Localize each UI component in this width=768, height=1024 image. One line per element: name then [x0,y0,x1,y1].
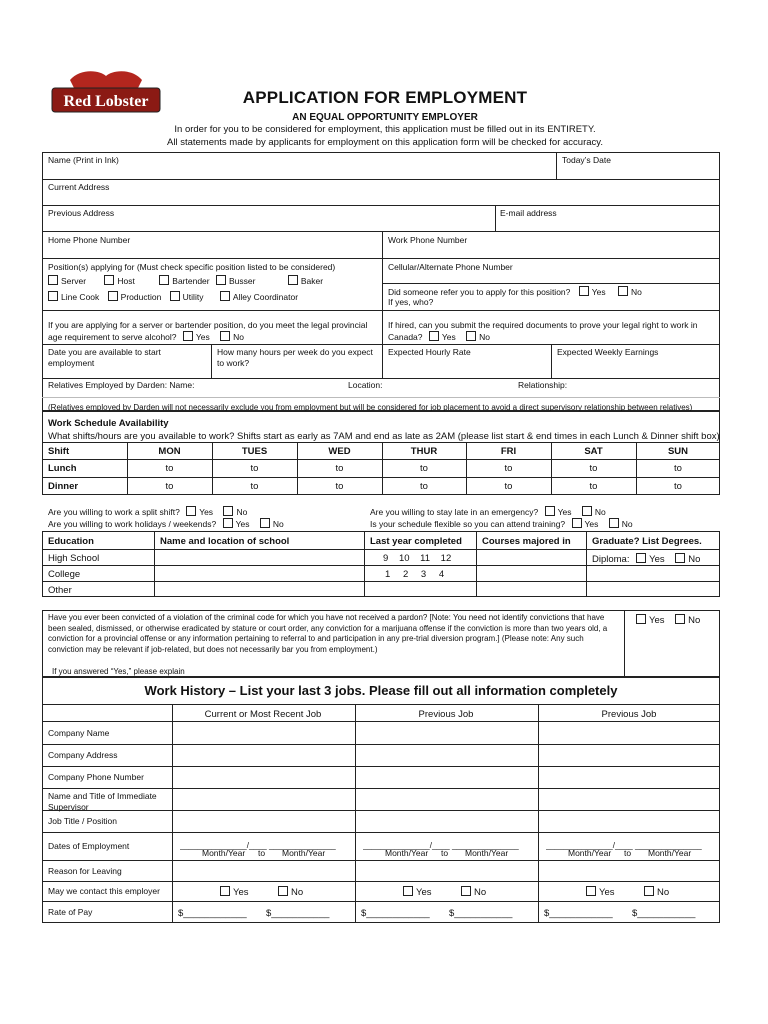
work-history-title: Work History – List your last 3 jobs. Please fill out all information completely [144,683,618,698]
alley-coordinator-checkbox[interactable] [220,291,230,301]
rate-of-pay-to[interactable]: $___________ [632,908,696,919]
rate-of-pay-to[interactable]: $___________ [449,908,513,919]
rate-of-pay-to[interactable]: $___________ [266,908,330,919]
emergency-yes-checkbox[interactable] [545,506,555,516]
hours-field[interactable]: How many hours per week do you expect to work? [217,347,373,368]
work-history-row-line [42,766,720,767]
contact-no-checkbox[interactable] [461,886,471,896]
lunch-fri-cell[interactable]: to [504,463,513,474]
work-history-cell[interactable] [357,746,535,764]
conviction-answer: Yes No [636,614,700,626]
day-header-sat: SAT [584,446,603,457]
relatives-note: (Relatives employed by Darden will not necessarily exclude you from employment but will be considered for job placement to avoid a direct supervisory relationship between relatives) [48,403,693,412]
current-address-field[interactable]: Current Address [48,182,110,192]
work-phone-field[interactable]: Work Phone Number [388,235,468,245]
lunch-thur-cell[interactable]: to [420,463,428,474]
documents-yes-checkbox[interactable] [429,331,439,341]
alcohol-question: If you are applying for a server or bartender position, do you meet the legal provincial age requirement to serve alcohol? Yes No [48,320,368,342]
work-history-cell[interactable] [540,723,718,742]
position-row-1: Server Host Bartender Busser Baker [48,275,323,287]
split-no-checkbox[interactable] [223,506,233,516]
work-history-row-line [42,744,720,745]
dinner-thur-cell[interactable]: to [420,481,428,492]
home-phone-field[interactable]: Home Phone Number [48,235,131,245]
day-header-thur: THUR [410,446,438,457]
date-line[interactable]: _______________/____ _______________ [180,841,336,850]
rate-of-pay-from[interactable]: $____________ [361,908,430,919]
flexible-no-checkbox[interactable] [609,518,619,528]
work-history-cell[interactable] [174,790,352,808]
work-history-row-line [42,788,720,789]
form-note-2: All statements made by applicants for employment on this application form will be checked for accuracy. [167,137,603,148]
row-label: Job Title / Position [48,816,117,826]
row-label: Dates of Employment [48,841,130,851]
work-history-cell[interactable] [357,723,535,742]
rate-of-pay-from[interactable]: $____________ [544,908,613,919]
work-history-cell[interactable] [540,746,718,764]
month-year-to: Month/Year [282,848,326,858]
diploma-no-checkbox[interactable] [675,553,685,563]
contact-yes-checkbox[interactable] [403,886,413,896]
work-history-row-line [42,901,720,902]
schedule-description: What shifts/hours are you available to work? Shifts start as early as 7AM and end as late as 2AM (please list start & end times in each Lunch & Dinner shift box) [48,431,720,442]
date-line[interactable]: _______________/____ _______________ [363,841,519,850]
lunch-sun-cell[interactable]: to [674,463,682,474]
contact-yes-checkbox[interactable] [586,886,596,896]
baker-checkbox[interactable] [288,275,298,285]
conviction-question: Have you ever been convicted of a violation of the criminal code for which you have not received a pardon? [Note: You need not identify convictions that have been sealed, dismissed, or otherwise eradicated by stature or court order, any conviction for a marijuana offense if the conviction is more than two years old, a conviction for a provincial offense or any information pertaining to referral to and participation in any pre-trial diversion program.] (Please note: Any such conviction may be relevant if job-related, but does not necessarily bar you from employment.) [48,613,608,654]
referral-yes-checkbox[interactable] [579,286,589,296]
dinner-tues-cell[interactable]: to [250,481,259,492]
college-years[interactable]: 1 2 3 4 [385,569,445,580]
work-history-divider [538,704,539,923]
day-header-sun: SUN [667,446,689,457]
work-history-row-line [42,881,720,882]
work-history-cell[interactable] [540,812,718,830]
day-header-mon: MON [158,446,181,457]
todays-date-field[interactable]: Today’s Date [562,155,611,165]
last-year-header: Last year completed [370,536,462,547]
work-history-cell[interactable] [540,790,718,808]
holidays-question: Are you willing to work holidays / weekends? Yes No [48,519,284,529]
flexible-question: Is your schedule flexible so you can attend training? Yes No [370,519,633,529]
courses-header: Courses majored in [482,536,571,547]
contact-no-option: No [461,886,486,898]
work-history-cell[interactable] [174,723,352,742]
work-history-divider [172,704,173,923]
relatives-name-field[interactable]: Relatives Employed by Darden: Name: [48,380,195,390]
row-label: Reason for Leaving [48,865,122,876]
col-previous-job-2: Previous Job [601,709,657,720]
server-checkbox[interactable] [48,275,58,285]
production-checkbox[interactable] [108,291,118,301]
work-history-cell[interactable] [357,862,535,879]
month-year-from: Month/Year [202,848,246,858]
emergency-question: Are you willing to stay late in an emergency? Yes No [370,507,606,517]
date-to: to [441,848,449,858]
day-header-tues: TUES [241,446,268,457]
form-header [140,88,630,149]
previous-address-field[interactable]: Previous Address [48,208,115,218]
shift-header: Shift [48,446,70,457]
date-to: to [624,848,632,858]
weekly-earnings-field[interactable]: Expected Weekly Earnings [557,347,659,357]
rate-of-pay-from[interactable]: $____________ [178,908,247,919]
diploma-yes-checkbox[interactable] [636,553,646,563]
cell-phone-field[interactable]: Cellular/Alternate Phone Number [388,262,513,272]
flexible-yes-checkbox[interactable] [572,518,582,528]
lunch-sat-cell[interactable]: to [589,463,598,474]
contact-no-checkbox[interactable] [644,886,654,896]
contact-yes-checkbox[interactable] [220,886,230,896]
hourly-rate-field[interactable]: Expected Hourly Rate [388,347,471,357]
line-cook-checkbox[interactable] [48,291,58,301]
high-school-label: High School [48,553,100,564]
start-date-field[interactable]: Date you are available to start employment [48,347,161,368]
contact-yes-option: Yes [403,886,432,898]
day-header-fri: FRI [500,446,517,457]
form-note-1: In order for you to be considered for employment, this application must be filled out in its ENTIRETY. [174,124,596,135]
hs-years[interactable]: 9 10 11 12 [383,553,452,564]
schedule-title: Work Schedule Availability [48,418,169,429]
lunch-tues-cell[interactable]: to [250,463,259,474]
col-current-job: Current or Most Recent Job [204,709,322,720]
row-label: Company Phone Number [48,772,144,782]
form-title: APPLICATION FOR EMPLOYMENT [242,88,528,107]
contact-no-option: No [644,886,669,898]
row-label: Company Address [48,750,118,760]
dinner-mon-cell[interactable]: to [165,481,174,492]
split-yes-checkbox[interactable] [186,506,196,516]
host-checkbox[interactable] [104,275,114,285]
work-history-cell[interactable] [357,768,535,786]
form-subtitle: AN EQUAL OPPORTUNITY EMPLOYER [292,112,478,123]
graduate-header: Graduate? List Degrees. [592,536,702,547]
logo-text: Red Lobster [63,93,149,110]
college-label: College [48,569,81,580]
documents-question: If hired, can you submit the required documents to prove your legal right to work in Canada? Yes No [388,320,698,342]
dinner-sun-cell[interactable]: to [674,481,682,492]
diploma-question: Diploma: Yes No [592,554,701,565]
col-previous-job-1: Previous Job [418,709,474,720]
split-shift-question: Are you willing to work a split shift? Yes No [48,507,248,517]
dinner-wed-cell[interactable]: to [335,481,344,492]
lunch-mon-cell[interactable]: to [165,463,174,474]
referral-question: Did someone refer you to apply for this position? Yes No [388,287,642,297]
work-history-cell[interactable] [357,790,535,808]
day-header-wed: WED [328,446,351,457]
email-field[interactable]: E-mail address [500,208,557,218]
work-history-cell[interactable] [174,862,352,879]
work-history-cell[interactable] [174,746,352,764]
emergency-no-checkbox[interactable] [582,506,592,516]
position-row-2: Line Cook Production Utility Alley Coordinator [48,291,298,303]
row-label: Rate of Pay [48,907,93,917]
contact-no-option: No [278,886,303,898]
dinner-sat-cell[interactable]: to [589,481,598,492]
dinner-label: Dinner [48,481,79,492]
school-header: Name and location of school [160,536,290,547]
conviction-no-checkbox[interactable] [675,614,685,624]
lunch-wed-cell[interactable]: to [335,463,344,474]
referral-no-checkbox[interactable] [618,286,628,296]
work-history-cell[interactable] [174,768,352,786]
row-label: May we contact this employer [48,886,160,896]
work-history-divider [355,704,356,923]
work-history-cell[interactable] [540,768,718,786]
alcohol-no-checkbox[interactable] [220,331,230,341]
row-label: Name and Title of Immediate Supervisor [48,791,157,812]
alcohol-yes-checkbox[interactable] [183,331,193,341]
date-to: to [258,848,266,858]
other-label: Other [48,585,72,596]
relatives-relationship-field[interactable]: Relationship: [518,380,568,390]
conviction-explain-field[interactable]: If you answered “Yes,” please explain [52,667,185,676]
utility-checkbox[interactable] [170,291,180,301]
name-field[interactable]: Name (Print in Ink) [48,155,119,165]
conviction-yes-checkbox[interactable] [636,614,646,624]
positions-label: Position(s) applying for (Must check specific position listed to be considered) [48,262,336,272]
contact-no-checkbox[interactable] [278,886,288,896]
work-history-cell[interactable] [540,862,718,879]
dinner-fri-cell[interactable]: to [504,481,513,492]
contact-yes-option: Yes [586,886,615,898]
month-year-from: Month/Year [568,848,612,858]
month-year-to: Month/Year [465,848,509,858]
documents-no-checkbox[interactable] [466,331,476,341]
busser-checkbox[interactable] [216,275,226,285]
month-year-from: Month/Year [385,848,429,858]
work-history-row-line [42,832,720,833]
date-line[interactable]: _______________/____ _______________ [546,841,702,850]
holidays-no-checkbox[interactable] [260,518,270,528]
education-header: Education [48,536,94,547]
lunch-label: Lunch [48,463,77,474]
holidays-yes-checkbox[interactable] [223,518,233,528]
row-label: Company Name [48,727,110,738]
work-history-cell[interactable] [174,812,352,830]
referral-who-field[interactable]: If yes, who? [388,297,434,307]
contact-yes-option: Yes [220,886,249,898]
relatives-location-field[interactable]: Location: [348,380,383,390]
work-history-cell[interactable] [357,812,535,830]
month-year-to: Month/Year [648,848,692,858]
bartender-checkbox[interactable] [159,275,169,285]
work-history-row-line [42,860,720,861]
